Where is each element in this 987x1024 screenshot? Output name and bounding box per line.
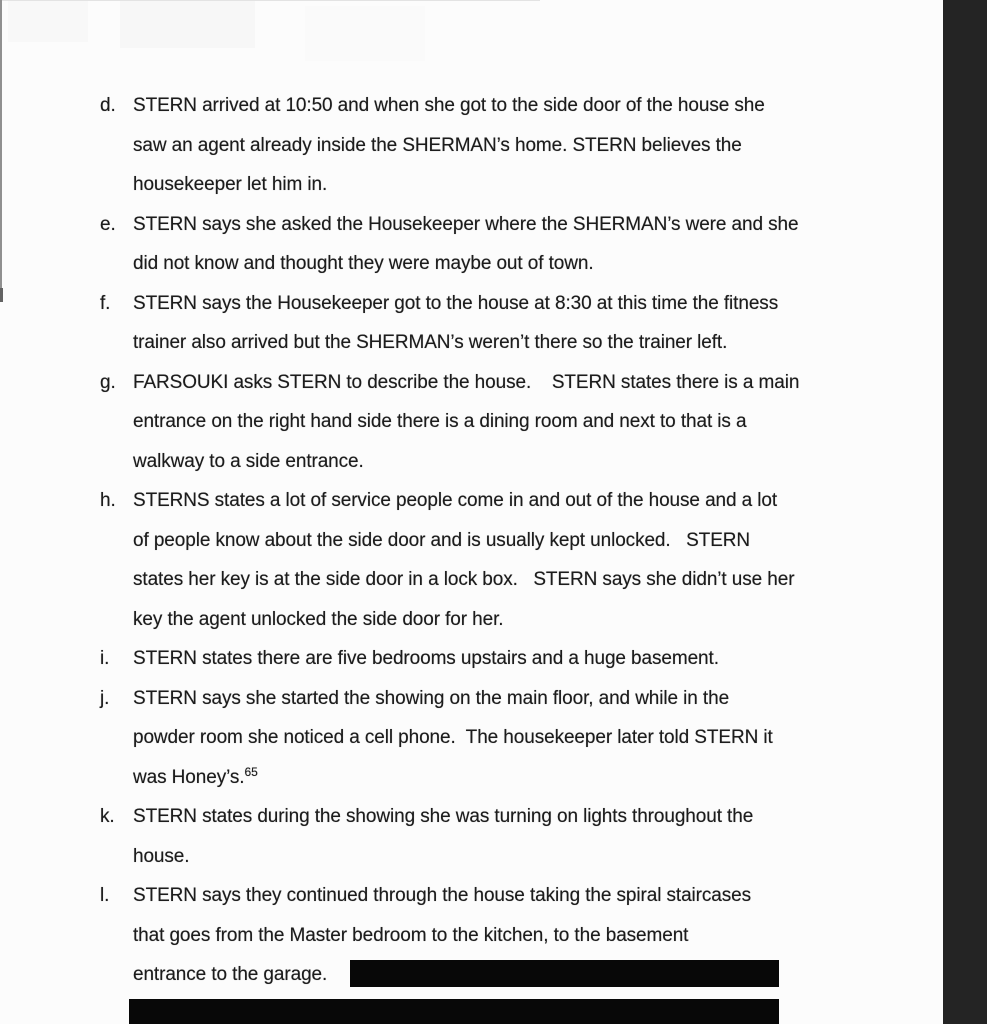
text-line: STERN states there are five bedrooms upstairs and a huge basement. [133,648,719,669]
list-item-letter: h. [100,490,116,511]
text-line: entrance to the garage. [133,964,333,985]
text-line: states her key is at the side door in a lock box. STERN says she didn’t use her [133,569,795,590]
list-item-lines [133,679,840,798]
list-item-lines [133,363,840,482]
list-item-letter: f. [100,292,111,314]
list-item-lines [133,639,840,679]
text-line: that goes from the Master bedroom to the kitchen, to the basement [133,924,689,946]
text-line: housekeeper let him in. [133,174,328,195]
list-item [100,86,840,205]
list-item-letter: i. [100,648,110,669]
list-item-lines [133,205,840,284]
scan-artifact-top-edge [0,0,540,1]
text-line: did not know and thought they were maybe out of town. [133,253,594,274]
list-item [100,639,840,679]
list-item [100,363,840,482]
list-item-letter: e. [100,213,116,235]
list-item-lines [133,481,840,639]
scan-black-border-right [943,0,987,1024]
scan-noise-patch [305,6,425,61]
list-item-letter: g. [100,371,116,393]
footnote-ref: 65 [244,764,258,779]
text-line: house. [133,845,190,867]
list-item-letter: l. [100,885,110,906]
list-item-letter: j. [100,687,110,709]
list-item [100,679,840,798]
text-line: STERN says she started the showing on the main floor, and while in the [133,687,730,709]
text-line: STERNS states a lot of service people come in and out of the house and a lot [133,490,778,511]
text-line: FARSOUKI asks STERN to describe the house. STERN states there is a main [133,371,800,393]
redaction-bar-inline [350,960,779,987]
text-line: STERN says she asked the Housekeeper where the SHERMAN’s were and she [133,213,799,235]
scan-noise-patch [120,0,255,48]
list-item-letter: k. [100,806,115,827]
text-line: STERN states during the showing she was turning on lights throughout the [133,806,754,827]
list-item-lines [133,797,840,876]
lettered-list [100,86,840,995]
scan-artifact-left-edge-tip [0,288,3,302]
list-item [100,284,840,363]
text-line: STERN says they continued through the house taking the spiral staircases [133,885,752,906]
list-item-lines [133,86,840,205]
text-line: saw an agent already inside the SHERMAN’s home. STERN believes the [133,134,742,156]
text-line: STERN arrived at 10:50 and when she got to the side door of the house she [133,95,765,116]
text-line: key the agent unlocked the side door for her. [133,608,504,630]
redaction-bar-bottom [129,999,779,1024]
list-item [100,205,840,284]
text-line: of people know about the side door and is usually kept unlocked. STERN [133,529,751,551]
text-line: was Honey’s.$^{65}$ [133,764,258,788]
scan-artifact-left-edge-line [0,0,2,290]
text-line: trainer also arrived but the SHERMAN’s weren’t there so the trainer left. [133,332,728,353]
list-item-lines [133,284,840,363]
text-line: walkway to a side entrance. [133,450,364,472]
text-line: STERN says the Housekeeper got to the house at 8:30 at this time the fitness [133,292,779,314]
scan-noise-patch [8,0,88,42]
text-line: entrance on the right hand side there is a dining room and next to that is a [133,411,747,432]
list-item [100,481,840,639]
list-item-letter: d. [100,95,116,116]
list-item [100,797,840,876]
text-line: powder room she noticed a cell phone. The housekeeper later told STERN it [133,727,773,748]
